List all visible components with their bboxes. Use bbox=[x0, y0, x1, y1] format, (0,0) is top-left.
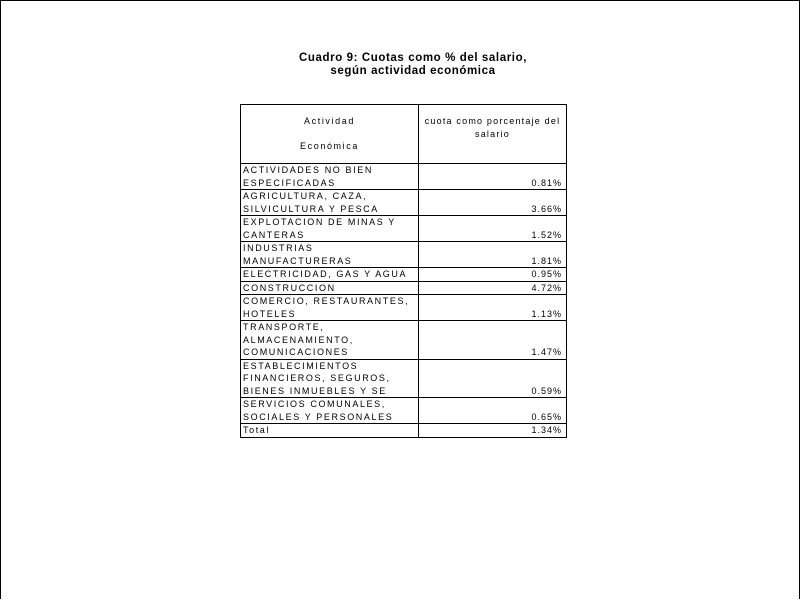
table-row bbox=[241, 242, 567, 268]
header-activity-line2: Económica bbox=[300, 140, 359, 151]
table-row bbox=[241, 359, 567, 398]
quota-cell: 0.95% bbox=[419, 268, 567, 282]
quota-cell: 0.65% bbox=[419, 398, 567, 424]
activity-cell: AGRICULTURA, CAZA, SILVICULTURA Y PESCA bbox=[241, 190, 419, 216]
quota-cell: 4.72% bbox=[419, 281, 567, 295]
activity-cell: ELECTRICIDAD, GAS Y AGUA bbox=[241, 268, 419, 282]
activity-cell: TRANSPORTE, ALMACENAMIENTO, COMUNICACIONES bbox=[241, 321, 419, 360]
header-row bbox=[241, 105, 567, 164]
table-row bbox=[241, 281, 567, 295]
table-row bbox=[241, 190, 567, 216]
activity-cell: ESTABLECIMIENTOS FINANCIEROS, SEGUROS, BIENES INMUEBLES Y SE bbox=[241, 359, 419, 398]
quota-cell: 1.81% bbox=[419, 242, 567, 268]
table-title bbox=[200, 52, 626, 78]
table-row bbox=[241, 398, 567, 424]
quota-cell: 1.13% bbox=[419, 295, 567, 321]
title-line-2: según actividad económica bbox=[330, 65, 496, 77]
header-activity bbox=[241, 105, 419, 164]
table-row bbox=[241, 216, 567, 242]
total-row bbox=[241, 424, 567, 438]
header-activity-line1: Actividad bbox=[304, 116, 355, 126]
activity-cell: INDUSTRIAS MANUFACTURERAS bbox=[241, 242, 419, 268]
table-row bbox=[241, 295, 567, 321]
quota-cell: 1.52% bbox=[419, 216, 567, 242]
table-row bbox=[241, 268, 567, 282]
activity-cell: COMERCIO, RESTAURANTES, HOTELES bbox=[241, 295, 419, 321]
activity-cell: CONSTRUCCION bbox=[241, 281, 419, 295]
quota-cell: 3.66% bbox=[419, 190, 567, 216]
quota-cell: 0.81% bbox=[419, 164, 567, 190]
quota-cell: 1.47% bbox=[419, 321, 567, 360]
header-quota: cuota como porcentaje del salario bbox=[419, 105, 567, 164]
table-row bbox=[241, 321, 567, 360]
total-label-cell: Total bbox=[241, 424, 419, 438]
table-row bbox=[241, 164, 567, 190]
activity-cell: ACTIVIDADES NO BIEN ESPECIFICADAS bbox=[241, 164, 419, 190]
activity-cell: SERVICIOS COMUNALES, SOCIALES Y PERSONALES bbox=[241, 398, 419, 424]
title-line-1: Cuadro 9: Cuotas como % del salario, bbox=[298, 52, 527, 64]
quota-cell: 0.59% bbox=[419, 359, 567, 398]
total-value-cell: 1.34% bbox=[419, 424, 567, 438]
activity-cell: EXPLOTACION DE MINAS Y CANTERAS bbox=[241, 216, 419, 242]
quota-table bbox=[240, 104, 567, 438]
